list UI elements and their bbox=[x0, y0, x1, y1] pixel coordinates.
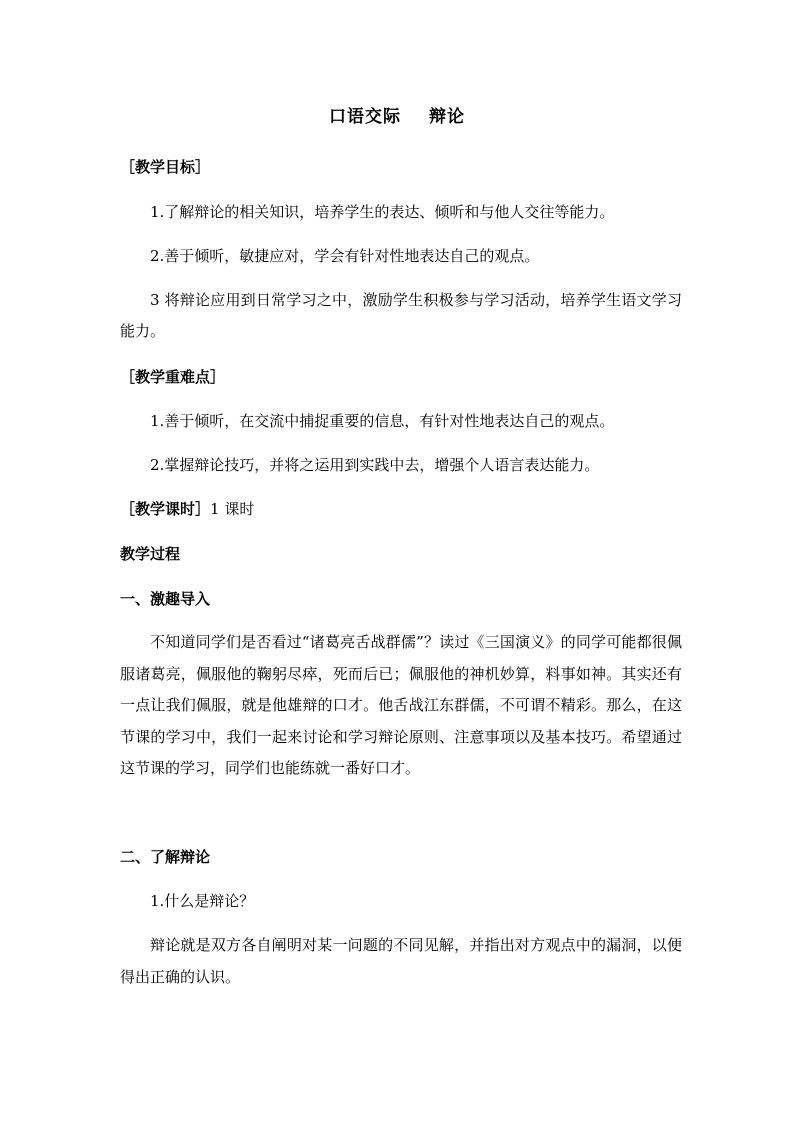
page-title bbox=[0, 106, 794, 128]
process-heading: 教学过程 bbox=[120, 545, 181, 563]
hours-row bbox=[120, 500, 680, 518]
section-1-paragraph: 不知道同学们是否看过“诸葛亮舌战群儒”？读过《三国演义》的同学可能都很佩服诸葛亮，佩服他的鞠躬尽瘁，死而后已；佩服他的神机妙算，料事如神。其实还有一点让我们佩服，就是他雄辩的口才。他舌战江东群儒，不可谓不精彩。那么，在这节课的学习中，我们一起来讨论和学习辩论原则、注意事项以及基本技巧。希望通过这节课的学习，同学们也能练就一番好口才。 bbox=[120, 633, 682, 777]
objective-item-2: 2.善于倾听，敏捷应对，学会有针对性地表达自己的观点。 bbox=[150, 247, 540, 265]
hours-heading: ［教学课时］ bbox=[120, 500, 211, 518]
title-part-1: 口语交际 bbox=[329, 107, 401, 127]
title-part-2: 辩论 bbox=[429, 107, 465, 127]
objective-item-3: 3 将辩论应用到日常学习之中，激励学生积极参与学习活动，培养学生语文学习能力。 bbox=[120, 291, 682, 340]
section-2-question: 1.什么是辩论？ bbox=[150, 892, 255, 910]
objective-item-1: 1.了解辩论的相关知识，培养学生的表达、倾听和与他人交往等能力。 bbox=[150, 203, 615, 221]
section-1-heading: 一、激趣导入 bbox=[120, 590, 211, 608]
key-points-heading: ［教学重难点］ bbox=[120, 368, 226, 386]
section-2-paragraph: 辩论就是双方各自阐明对某一问题的不同见解，并指出对方观点中的漏洞，以便得出正确的认识。 bbox=[120, 936, 682, 986]
objectives-heading: ［教学目标］ bbox=[120, 158, 211, 176]
key-point-item-2: 2.掌握辩论技巧，并将之运用到实践中去，增强个人语言表达能力。 bbox=[150, 456, 600, 474]
section-2-heading: 二、了解辩论 bbox=[120, 848, 211, 866]
hours-value: 1 课时 bbox=[210, 500, 255, 518]
key-point-item-1: 1.善于倾听，在交流中捕捉重要的信息，有针对性地表达自己的观点。 bbox=[150, 412, 615, 430]
